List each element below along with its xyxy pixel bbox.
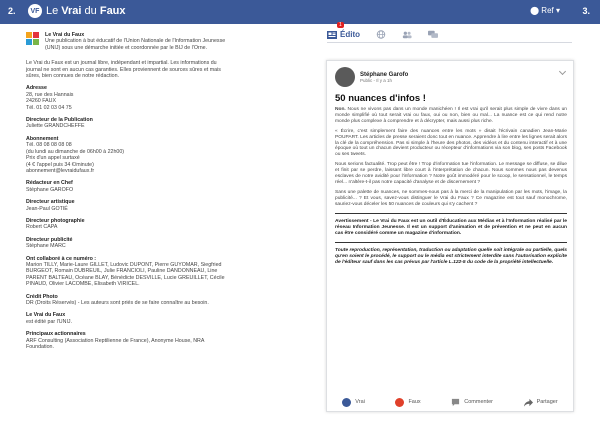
share-button[interactable]: Partager [524, 398, 558, 407]
logo-badge: VF [28, 4, 42, 18]
tab-friends[interactable] [402, 30, 412, 39]
impressum-section [26, 136, 232, 174]
thumbs-up-icon [342, 398, 351, 407]
section-line: abonnement@levraidufaux.fr [26, 167, 95, 174]
impressum-section [26, 312, 232, 325]
section-title: Ont collaboré à ce numéro : [26, 255, 97, 262]
section-title: Directeur publicité [26, 236, 73, 243]
section-line: 28, rue des Hannais [26, 91, 74, 98]
impressum-sections [26, 85, 232, 350]
tab-edito-label: Édito [340, 29, 360, 39]
section-line: Tél. 01 02 03 04 75 [26, 104, 72, 111]
impressum-section [26, 294, 232, 307]
angry-face-icon [395, 398, 404, 407]
logo-text: Le Vrai du Faux [46, 5, 126, 17]
top-bar [0, 0, 600, 24]
section-line: DR (Droits Réservés) - Les auteurs sont priés de se faire connaître au besoin. [26, 300, 209, 306]
section-title: Le Vrai du Faux [26, 312, 66, 319]
page-number-left: 2. [8, 6, 16, 16]
section-line: Prix d'un appel surtaxé [26, 155, 80, 162]
friends-icon [402, 30, 412, 39]
section-title: Directeur de la Publication [26, 117, 93, 124]
author-name[interactable]: Stéphane Garofo [360, 71, 409, 78]
tab-edito[interactable] [327, 30, 360, 39]
section-title: Adresse [26, 85, 47, 92]
warning-notice: Avertissement - Le Vrai du Faux est un outil d'Éducation aux Médias et à l'Information réalisé par le réseau Information Jeunesse. Il est un support d'animation et de prévention et ne peut en aucun cas être considéré comme un magazine d'information. [335, 218, 567, 236]
post-title: 50 nuances d'infos ! [335, 93, 426, 104]
post-body [335, 93, 567, 270]
post-author[interactable] [335, 67, 408, 87]
impressum-section [26, 180, 232, 193]
site-logo[interactable] [28, 4, 126, 18]
section-line: 24260 FAUX [26, 98, 57, 105]
publisher-text: Une publication à but éducatif de l'Union Nationale de l'Information Jeunesse (UNIJ) sous une démarche initiée et coordonnée par le BIJ de l'Orne. [45, 38, 226, 51]
section-line: (4 € l'appel puis 34 €/minute) [26, 161, 94, 168]
section-line: Juliette GRANDCHEFFE [26, 123, 85, 130]
publisher-header [26, 32, 232, 51]
newspaper-icon [327, 30, 337, 39]
divider [335, 242, 567, 243]
impressum-section [26, 218, 232, 231]
tab-messages[interactable] [428, 30, 438, 39]
faux-button[interactable]: Faux [395, 398, 420, 407]
impressum-section [26, 117, 232, 130]
impressum-section [26, 199, 232, 212]
section-line: Marion TILLY, Marie-Laure GILLET, Ludovic DUPONT, Pierre GUYOMAR, Siegfried BURGEOT, Romain DUBREUIL, Julie FRANCIOLI, Pauline DANDONNEAU, Line PARENT BALTEAU, Océane BLAY, Bénédicte DESVILLE, Lucie GREUILLET, Cécile PINAUD, Olivier LACOMBE, Elisabeth VIRICEL. [26, 261, 225, 288]
notification-badge: 1 [339, 22, 342, 28]
globe-icon [376, 30, 386, 39]
section-title: Principaux actionnaires [26, 331, 86, 338]
impressum-section [26, 256, 232, 288]
impressum-section [26, 237, 232, 250]
section-line: ARF Consulting (Association Reptilienne de France), Anonyme House, NRA Foundation. [26, 337, 205, 351]
section-title: Crédit Photo [26, 293, 58, 300]
unij-logo-icon [26, 32, 40, 46]
menu-control[interactable] [530, 6, 560, 15]
impressum-section [26, 85, 232, 111]
chevron-down-icon[interactable] [559, 68, 566, 75]
section-line: Jean-Paul GOTIÉ [26, 205, 68, 212]
legal-notice: Toute reproduction, représentation, traduction ou adaptation quelle soit intégrale ou partielle, quels qu'en soient le procédé, le support ou le média est strictement interdite sans l'autorisation explicite de l'éditeur sauf dans les cas prévus par l'article L.122-5 du code de la propriété intellectuelle. [335, 247, 567, 265]
tab-divider [327, 42, 572, 43]
share-icon [524, 398, 533, 407]
section-line: Stéphane GAROFO [26, 186, 74, 193]
impressum-column [26, 32, 232, 356]
impressum-section [26, 331, 232, 350]
post-card [326, 60, 574, 412]
post-paragraph-2: « Écrire, c'est simplement faire des nuances entre les mots » disait l'écrivain canadien Jean-Marie POUPART. Les articles de presse seraient donc tout en nuance. Apprendre à lire entre les lignes serait alors la clé de la compréhension. Pas si simple à l'heure des photos, des vidéos et du contenu interactif et à une époque où tout un chacun devient producteur ou récepteur d'informations via son blog, ses posts Facebook ou ses tweets. [335, 128, 567, 158]
section-title: Directeur artistique [26, 199, 75, 206]
post-paragraph-3: Nous serions factualité. Trop peut être ! Trop d'information tue l'information. Le message se diffuse, se dilue et finit par se perdre, laissant libre court à l'interprétation de chacun. Nous sommes nous pas devenus esclaves de notre avidité pour l'information ? Notre goût immodéré pour le scoop, le sensationnel, le temps réel... n'altère-t-il pas notre capacité d'analyse et de discernement ? [335, 162, 567, 185]
section-title: Abonnement [26, 135, 59, 142]
section-title: Rédacteur en Chef [26, 180, 73, 187]
avatar[interactable] [335, 67, 355, 87]
messages-icon [428, 30, 438, 39]
vrai-button[interactable]: Vrai [342, 398, 365, 407]
menu-label: ⬤ Ref ▾ [530, 6, 560, 15]
section-line: Stéphane MARC [26, 243, 66, 250]
post-paragraph-1: Non. Nous ne vivons pas dans un monde manichéen ! Il est vrai qu'il serait plus simple de vivre dans un monde simplifié où tout serait vrai ou faux, oui ou non, bien ou mal... La nuance est ce qui rend notre monde plus complexe à comprendre et à décrypter, mais aussi plus riche. [335, 107, 567, 124]
comment-button[interactable]: Commenter [451, 398, 493, 407]
comment-icon [451, 398, 460, 407]
intro-text: Le Vrai du Faux est un journal libre, indépendant et impartial. Les informations du journal ne sont en aucun cas garanties. Elles proviennent de sources sûres et mais sûres, bien connues de notre rédaction. [26, 60, 221, 80]
section-line: est édité par l'UNIJ. [26, 318, 73, 325]
section-line: Robert CAPA [26, 224, 58, 231]
post-paragraph-4: Sans une palette de nuances, ne sommes-nous pas à la merci de la manipulation par les mots, l'image, la publicité... ? Et vous, savez-vous distinguer le Vrai du Faux ? Ce magazine est tout sauf monochrome, sauriez-vous déceler les 50 nuances de couleurs qui s'y cachent ? [335, 189, 567, 207]
page-number-right: 3. [582, 6, 590, 16]
divider [335, 213, 567, 214]
post-actions [327, 395, 573, 409]
tab-bar [327, 26, 572, 42]
section-line: Tél. 08 08 08 08 08 [26, 142, 72, 149]
section-title: Directeur photographie [26, 217, 85, 224]
section-line: (du lundi au dimanche de 06h00 à 22h00) [26, 148, 125, 155]
post-meta: Public - Il y a 1h [360, 77, 393, 83]
tab-globe[interactable] [376, 30, 386, 39]
publisher-title: Le Vrai du Faux [45, 32, 85, 38]
